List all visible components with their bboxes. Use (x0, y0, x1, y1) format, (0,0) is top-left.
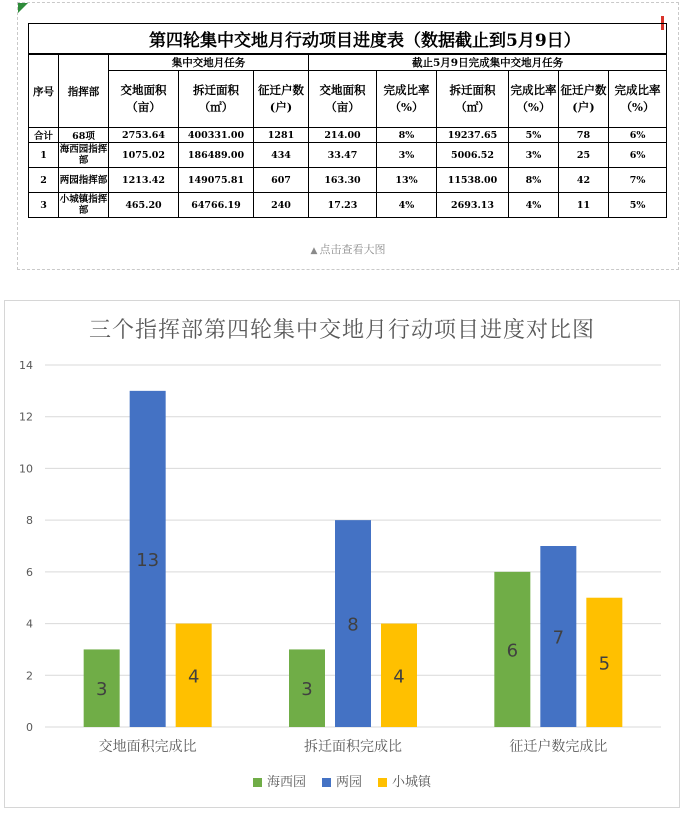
legend-swatch (253, 778, 262, 787)
table-cell: 8% (509, 168, 559, 193)
table-cell: 11538.00 (437, 168, 509, 193)
table-cell: 3% (377, 143, 437, 168)
table-cell: 607 (254, 168, 309, 193)
table-cell: 434 (254, 143, 309, 168)
header-group-done: 截止5月9日完成集中交地月任务 (309, 54, 667, 71)
table-cell: 17.23 (309, 193, 377, 218)
header-households: 征迁户数(户) (254, 71, 309, 128)
header-seq: 序号 (29, 54, 59, 128)
table-title: 第四轮集中交地月行动项目进度表（数据截止到5月9日） (29, 24, 667, 55)
data-label: 4 (187, 666, 200, 688)
table-row (29, 168, 667, 193)
table-total-row (29, 128, 667, 143)
table-cell: 6% (609, 143, 667, 168)
chart-legend (5, 771, 679, 790)
table-cell: 3 (29, 193, 59, 218)
table-cell: 3% (509, 143, 559, 168)
header-hq: 指挥部 (59, 54, 109, 128)
table-cell: 68项 (59, 128, 109, 143)
x-tick-label: 征迁户数完成比 (509, 739, 608, 755)
table-cell: 214.00 (309, 128, 377, 143)
header-demo-area: 拆迁面积（㎡） (179, 71, 254, 128)
data-label: 5 (598, 653, 611, 675)
table-cell: 2693.13 (437, 193, 509, 218)
legend-item (253, 771, 306, 790)
header-rate-households: 完成比率（%） (609, 71, 667, 128)
table-cell: 5006.52 (437, 143, 509, 168)
table-card (17, 2, 679, 270)
header-rate-demo: 完成比率（%） (509, 71, 559, 128)
table-cell: 11 (559, 193, 609, 218)
table-row (29, 193, 667, 218)
table-cell: 78 (559, 128, 609, 143)
table-cell: 25 (559, 143, 609, 168)
data-label: 4 (393, 666, 405, 688)
y-tick-label: 6 (26, 565, 33, 579)
y-tick-label: 12 (19, 410, 33, 424)
y-tick-label: 4 (26, 617, 33, 631)
data-label: 8 (347, 614, 359, 636)
table-cell: 2753.64 (109, 128, 179, 143)
data-label: 3 (95, 679, 108, 701)
table-cell: 19237.65 (437, 128, 509, 143)
view-large-label: 点击查看大图 (319, 243, 386, 256)
corner-flag-decoration (18, 3, 28, 13)
table-cell: 64766.19 (179, 193, 254, 218)
table-cell: 1281 (254, 128, 309, 143)
table-cell: 240 (254, 193, 309, 218)
data-label: 3 (301, 679, 313, 701)
view-large-image-link[interactable] (18, 241, 678, 257)
x-tick-label: 拆迁面积完成比 (304, 739, 402, 755)
table-cell: 465.20 (109, 193, 179, 218)
table-cell: 186489.00 (179, 143, 254, 168)
y-tick-label: 0 (26, 721, 33, 734)
table-cell: 1 (29, 143, 59, 168)
legend-swatch (322, 778, 331, 787)
table-cell: 149075.81 (179, 168, 254, 193)
table-cell: 5% (509, 128, 559, 143)
progress-table (28, 23, 667, 218)
y-tick-label: 14 (19, 359, 33, 372)
header-rate-land: 完成比率（%） (377, 71, 437, 128)
table-cell: 4% (509, 193, 559, 218)
table-cell: 合计 (29, 128, 59, 143)
table-cell: 小城镇指挥部 (59, 194, 108, 216)
header-group-task: 集中交地月任务 (109, 54, 309, 71)
table-cell: 42 (559, 168, 609, 193)
data-label: 7 (552, 627, 565, 649)
table-cell: 8% (377, 128, 437, 143)
legend-label: 海西园 (266, 775, 306, 790)
legend-label: 两园 (335, 775, 362, 790)
data-label: 13 (136, 549, 160, 571)
chart-card (4, 300, 680, 808)
data-label: 6 (506, 640, 519, 662)
table-cell: 7% (609, 168, 667, 193)
bar-chart (5, 301, 681, 809)
legend-item (322, 771, 362, 790)
table-cell: 1213.42 (109, 168, 179, 193)
y-tick-label: 10 (19, 462, 33, 476)
table-cell: 海西园指挥部 (59, 144, 108, 166)
header-done-households: 征迁户数(户) (559, 71, 609, 128)
y-tick-label: 8 (26, 514, 33, 528)
table-cell: 4% (377, 193, 437, 218)
table-cell: 5% (609, 193, 667, 218)
table-cell: 163.30 (309, 168, 377, 193)
legend-label: 小城镇 (392, 775, 432, 790)
legend-item (378, 771, 431, 790)
table-row (29, 143, 667, 168)
triangle-up-icon: ▲ (310, 246, 318, 256)
chart-title: 三个指挥部第四轮集中交地月行动项目进度对比图 (88, 318, 595, 343)
table-cell: 13% (377, 168, 437, 193)
header-done-land: 交地面积（亩） (309, 71, 377, 128)
y-tick-label: 2 (26, 669, 33, 683)
table-cell: 400331.00 (179, 128, 254, 143)
x-tick-label: 交地面积完成比 (98, 739, 197, 755)
table-cell: 6% (609, 128, 667, 143)
table-cell: 33.47 (309, 143, 377, 168)
table-cell: 两园指挥部 (59, 168, 109, 193)
table-cell: 1075.02 (109, 143, 179, 168)
header-done-demo: 拆迁面积（㎡） (437, 71, 509, 128)
legend-swatch (378, 778, 387, 787)
header-land-area: 交地面积（亩） (109, 71, 179, 128)
table-cell: 2 (29, 168, 59, 193)
